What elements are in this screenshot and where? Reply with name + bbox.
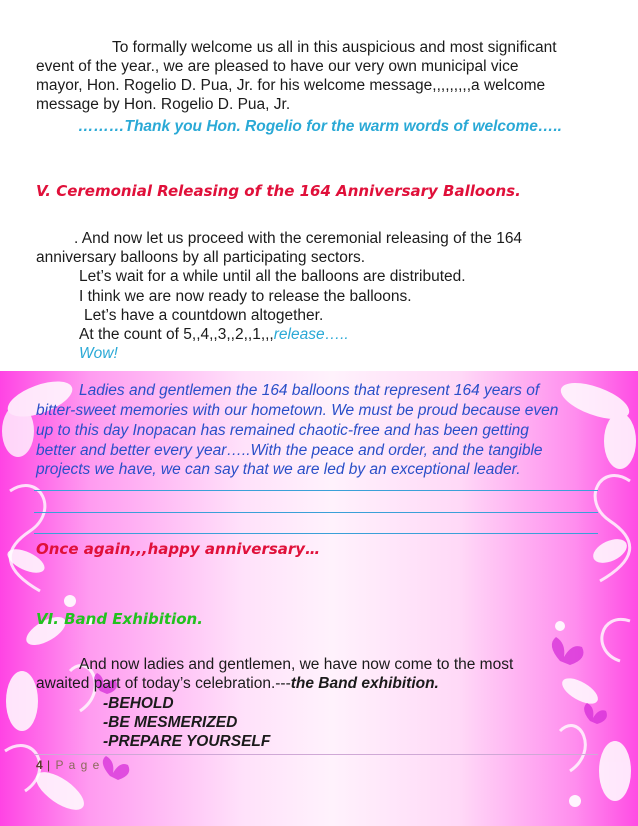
page-label: P a g e [55,758,101,772]
balloons-line-3: up to this day Inopacan has remained chaotic-free and has been getting [36,422,529,439]
countdown-text: At the count of 5,,4,,3,,2,,1,,, [79,326,274,343]
welcome-line-4: message by Hon. Rogelio D. Pua, Jr. [36,96,291,113]
thanks-line: ………Thank you Hon. Rogelio for the warm words of welcome….. [78,118,562,135]
balloons-line-2: bitter-sweet memories with our hometown. We must be proud because even [36,402,559,419]
release-text: release….. [273,326,349,343]
section-vi-heading: VI. Band Exhibition. [36,610,203,628]
section-v-line-4: I think we are now ready to release the balloons. [79,288,412,305]
section-v-line-5: Let’s have a countdown altogether. [84,307,324,324]
section-v-line-1: . And now let us proceed with the ceremonial releasing of the 164 [74,230,523,247]
section-v-line-6 [79,325,349,344]
band-exhibition-text: the Band exhibition. [290,675,439,692]
page-number: 4 [36,758,43,772]
wow-text: Wow! [79,345,118,362]
section-v-heading: V. Ceremonial Releasing of the 164 Anniversary Balloons. [36,182,521,200]
page-footer [36,758,100,772]
welcome-line-1: To formally welcome us all in this auspicious and most significant [112,39,557,56]
balloons-line-4: better and better every year…..With the peace and order, and the tangible [36,442,543,459]
celebration-text: awaited part of today’s celebration.--- [36,675,291,692]
list-item-mesmerized: -BE MESMERIZED [103,714,238,731]
section-v-line-2: anniversary balloons by all participating sectors. [36,249,366,266]
blank-rule-2 [34,512,598,513]
footer-rule [34,754,598,755]
section-vi-line-2 [36,674,439,693]
balloons-line-1: Ladies and gentlemen the 164 balloons that represent 164 years of [79,382,540,399]
list-item-behold: -BEHOLD [103,695,174,712]
blank-rule-1 [34,490,598,491]
anniversary-heading: Once again,,,happy anniversary… [36,540,321,558]
welcome-line-2: event of the year., we are pleased to have our very own municipal vice [36,58,519,75]
welcome-line-3: mayor, Hon. Rogelio D. Pua, Jr. for his welcome message,,,,,,,,,a welcome [36,77,546,94]
footer-separator: | [47,758,52,772]
section-vi-line-1: And now ladies and gentlemen, we have now come to the most [79,656,514,673]
section-v-line-3: Let’s wait for a while until all the balloons are distributed. [79,268,466,285]
blank-rule-3 [34,533,598,534]
balloons-line-5: projects we have, we can say that we are led by an exceptional leader. [36,461,521,478]
list-item-prepare: -PREPARE YOURSELF [103,733,271,750]
